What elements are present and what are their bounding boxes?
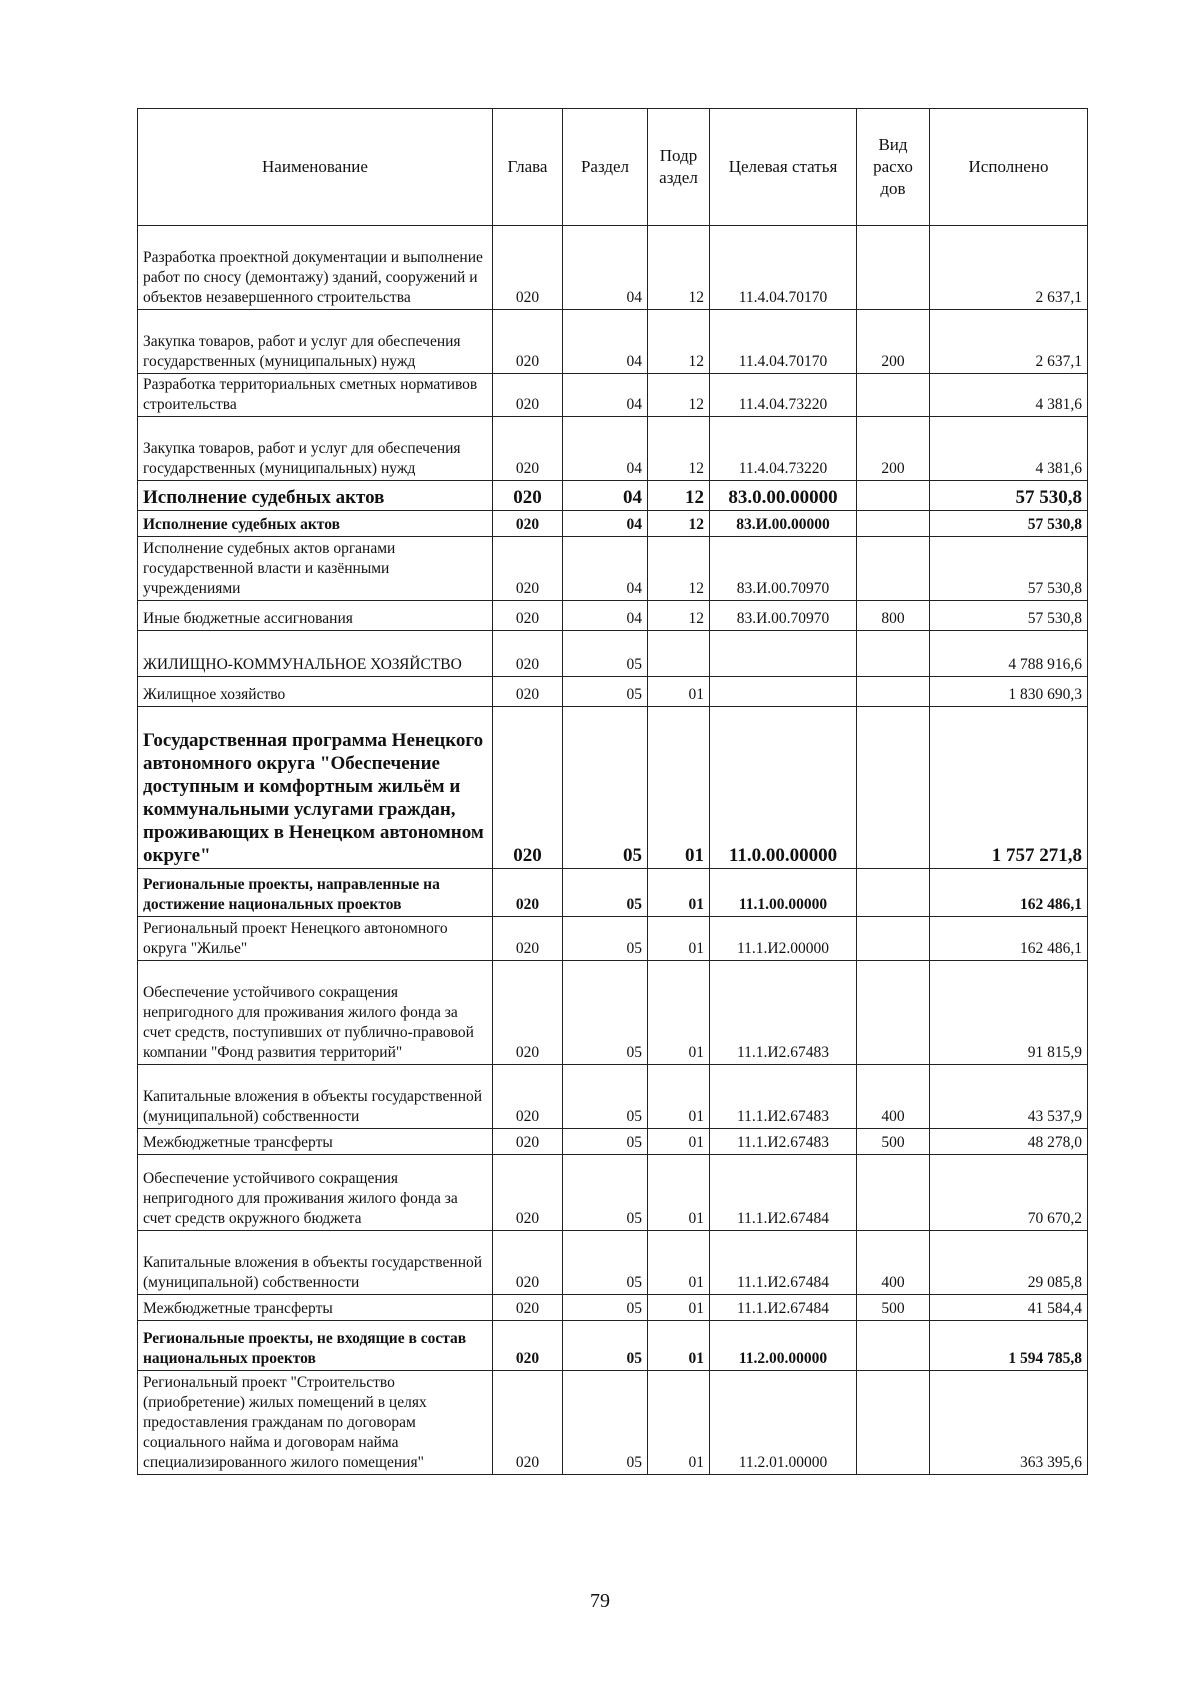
cell-name: Региональный проект "Строительство (приобретение) жилых помещений в целях предоставления гражданам по договорам социального найма и договорам найма специализированного жилого помещения" [138, 1371, 493, 1475]
table-row [138, 631, 1088, 677]
cell-glava: 020 [493, 1321, 563, 1371]
cell-podrazdel: 12 [648, 310, 710, 374]
cell-name: Региональный проект Ненецкого автономного округа "Жилье" [138, 917, 493, 961]
table-row [138, 1321, 1088, 1371]
cell-glava: 020 [493, 481, 563, 511]
cell-amount: 48 278,0 [930, 1129, 1088, 1155]
cell-statya: 11.1.И2.67483 [710, 1129, 857, 1155]
table-row [138, 677, 1088, 707]
cell-statya: 11.1.И2.67484 [710, 1231, 857, 1295]
cell-razdel: 04 [563, 310, 648, 374]
cell-razdel: 05 [563, 917, 648, 961]
cell-amount: 2 637,1 [930, 310, 1088, 374]
table-row [138, 917, 1088, 961]
header-name: Наименование [138, 109, 493, 226]
cell-podrazdel [648, 631, 710, 677]
cell-statya: 11.1.И2.67483 [710, 961, 857, 1065]
cell-podrazdel: 01 [648, 677, 710, 707]
header-razdel: Раздел [563, 109, 648, 226]
cell-name: Иные бюджетные ассигнования [138, 601, 493, 631]
cell-razdel: 04 [563, 481, 648, 511]
header-vid: Вид расхо дов [857, 109, 930, 226]
table-row [138, 481, 1088, 511]
cell-statya: 11.4.04.70170 [710, 226, 857, 310]
cell-vid: 400 [857, 1065, 930, 1129]
cell-name: Исполнение судебных актов [138, 481, 493, 511]
cell-name: Закупка товаров, работ и услуг для обеспечения государственных (муниципальных) нужд [138, 417, 493, 481]
cell-razdel: 05 [563, 1321, 648, 1371]
cell-amount: 70 670,2 [930, 1155, 1088, 1231]
cell-podrazdel: 12 [648, 226, 710, 310]
table-row [138, 417, 1088, 481]
cell-glava: 020 [493, 601, 563, 631]
cell-name: Исполнение судебных актов [138, 511, 493, 537]
cell-razdel: 04 [563, 537, 648, 601]
cell-name: Закупка товаров, работ и услуг для обеспечения государственных (муниципальных) нужд [138, 310, 493, 374]
cell-vid: 200 [857, 310, 930, 374]
cell-name: Межбюджетные трансферты [138, 1295, 493, 1321]
cell-name: Исполнение судебных актов органами государственной власти и казёнными учреждениями [138, 537, 493, 601]
cell-vid [857, 869, 930, 917]
cell-amount: 1 594 785,8 [930, 1321, 1088, 1371]
cell-name: Разработка территориальных сметных нормативов строительства [138, 374, 493, 417]
cell-statya: 11.1.И2.00000 [710, 917, 857, 961]
cell-name: Обеспечение устойчивого сокращения непригодного для проживания жилого фонда за счет средств, поступивших от публично-правовой компании "Фонд развития территорий" [138, 961, 493, 1065]
cell-glava: 020 [493, 1065, 563, 1129]
cell-glava: 020 [493, 537, 563, 601]
cell-amount: 41 584,4 [930, 1295, 1088, 1321]
cell-glava: 020 [493, 374, 563, 417]
table-row [138, 961, 1088, 1065]
cell-glava: 020 [493, 1155, 563, 1231]
table-row [138, 1295, 1088, 1321]
cell-statya: 11.1.И2.67483 [710, 1065, 857, 1129]
cell-razdel: 05 [563, 631, 648, 677]
cell-razdel: 05 [563, 1129, 648, 1155]
cell-vid: 500 [857, 1129, 930, 1155]
cell-razdel: 05 [563, 1155, 648, 1231]
cell-glava: 020 [493, 1295, 563, 1321]
cell-vid [857, 1371, 930, 1475]
cell-glava: 020 [493, 1231, 563, 1295]
cell-amount: 1 757 271,8 [930, 707, 1088, 869]
cell-podrazdel: 12 [648, 417, 710, 481]
cell-vid [857, 917, 930, 961]
cell-vid [857, 677, 930, 707]
cell-glava: 020 [493, 917, 563, 961]
cell-podrazdel: 01 [648, 1295, 710, 1321]
cell-razdel: 05 [563, 869, 648, 917]
cell-razdel: 05 [563, 677, 648, 707]
cell-glava: 020 [493, 511, 563, 537]
cell-vid [857, 1155, 930, 1231]
cell-statya: 11.1.00.00000 [710, 869, 857, 917]
cell-podrazdel: 01 [648, 1231, 710, 1295]
cell-vid [857, 374, 930, 417]
page-number: 79 [590, 1590, 610, 1612]
table-row [138, 601, 1088, 631]
cell-vid [857, 537, 930, 601]
cell-podrazdel: 12 [648, 537, 710, 601]
table-row [138, 511, 1088, 537]
cell-razdel: 05 [563, 1065, 648, 1129]
cell-glava: 020 [493, 1371, 563, 1475]
cell-podrazdel: 12 [648, 374, 710, 417]
cell-podrazdel: 12 [648, 481, 710, 511]
table-header-row [138, 109, 1088, 226]
cell-razdel: 04 [563, 417, 648, 481]
cell-vid: 500 [857, 1295, 930, 1321]
table-row [138, 537, 1088, 601]
table-body [138, 226, 1088, 1475]
cell-razdel: 05 [563, 1231, 648, 1295]
cell-statya: 11.4.04.73220 [710, 417, 857, 481]
table-row [138, 1129, 1088, 1155]
cell-statya: 83.И.00.70970 [710, 601, 857, 631]
header-podrazdel: Подр аздел [648, 109, 710, 226]
cell-statya: 11.2.00.00000 [710, 1321, 857, 1371]
cell-podrazdel: 01 [648, 707, 710, 869]
cell-vid [857, 481, 930, 511]
cell-razdel: 04 [563, 511, 648, 537]
cell-podrazdel: 01 [648, 1371, 710, 1475]
header-glava: Глава [493, 109, 563, 226]
cell-amount: 162 486,1 [930, 917, 1088, 961]
cell-statya [710, 631, 857, 677]
cell-podrazdel: 01 [648, 869, 710, 917]
cell-glava: 020 [493, 707, 563, 869]
cell-podrazdel: 01 [648, 961, 710, 1065]
cell-statya: 11.2.01.00000 [710, 1371, 857, 1475]
cell-glava: 020 [493, 677, 563, 707]
cell-statya: 11.1.И2.67484 [710, 1155, 857, 1231]
cell-amount: 57 530,8 [930, 511, 1088, 537]
cell-vid: 800 [857, 601, 930, 631]
cell-glava: 020 [493, 869, 563, 917]
cell-podrazdel: 01 [648, 1155, 710, 1231]
cell-amount: 57 530,8 [930, 601, 1088, 631]
cell-statya: 11.0.00.00000 [710, 707, 857, 869]
table-row [138, 707, 1088, 869]
cell-statya: 83.И.00.00000 [710, 511, 857, 537]
table-row [138, 310, 1088, 374]
cell-amount: 4 788 916,6 [930, 631, 1088, 677]
cell-statya [710, 677, 857, 707]
cell-glava: 020 [493, 226, 563, 310]
cell-razdel: 05 [563, 1295, 648, 1321]
table-row [138, 1065, 1088, 1129]
cell-amount: 4 381,6 [930, 417, 1088, 481]
table-row [138, 226, 1088, 310]
cell-name: ЖИЛИЩНО-КОММУНАЛЬНОЕ ХОЗЯЙСТВО [138, 631, 493, 677]
cell-vid [857, 511, 930, 537]
cell-vid [857, 1321, 930, 1371]
cell-vid: 200 [857, 417, 930, 481]
budget-execution-table [137, 108, 1088, 1475]
cell-statya: 11.4.04.70170 [710, 310, 857, 374]
cell-vid [857, 226, 930, 310]
cell-podrazdel: 01 [648, 1129, 710, 1155]
table-row [138, 374, 1088, 417]
cell-podrazdel: 12 [648, 511, 710, 537]
cell-name: Региональные проекты, не входящие в состав национальных проектов [138, 1321, 493, 1371]
cell-vid: 400 [857, 1231, 930, 1295]
table-row [138, 1231, 1088, 1295]
cell-glava: 020 [493, 417, 563, 481]
cell-razdel: 04 [563, 226, 648, 310]
cell-razdel: 04 [563, 601, 648, 631]
cell-razdel: 04 [563, 374, 648, 417]
cell-vid [857, 707, 930, 869]
cell-name: Разработка проектной документации и выполнение работ по сносу (демонтажу) зданий, сооружений и объектов незавершенного строительства [138, 226, 493, 310]
cell-amount: 2 637,1 [930, 226, 1088, 310]
cell-amount: 57 530,8 [930, 481, 1088, 511]
header-amount: Исполнено [930, 109, 1088, 226]
cell-podrazdel: 01 [648, 1321, 710, 1371]
cell-glava: 020 [493, 310, 563, 374]
cell-name: Жилищное хозяйство [138, 677, 493, 707]
cell-podrazdel: 01 [648, 917, 710, 961]
cell-amount: 4 381,6 [930, 374, 1088, 417]
cell-name: Обеспечение устойчивого сокращения непригодного для проживания жилого фонда за счет средств окружного бюджета [138, 1155, 493, 1231]
cell-amount: 1 830 690,3 [930, 677, 1088, 707]
cell-statya: 11.4.04.73220 [710, 374, 857, 417]
cell-amount: 57 530,8 [930, 537, 1088, 601]
cell-amount: 43 537,9 [930, 1065, 1088, 1129]
cell-amount: 162 486,1 [930, 869, 1088, 917]
cell-razdel: 05 [563, 1371, 648, 1475]
cell-amount: 91 815,9 [930, 961, 1088, 1065]
header-statya: Целевая статья [710, 109, 857, 226]
cell-razdel: 05 [563, 707, 648, 869]
table-row [138, 1155, 1088, 1231]
cell-vid [857, 961, 930, 1065]
cell-glava: 020 [493, 1129, 563, 1155]
cell-razdel: 05 [563, 961, 648, 1065]
cell-statya: 83.0.00.00000 [710, 481, 857, 511]
cell-glava: 020 [493, 961, 563, 1065]
cell-name: Капитальные вложения в объекты государственной (муниципальной) собственности [138, 1065, 493, 1129]
cell-vid [857, 631, 930, 677]
cell-podrazdel: 01 [648, 1065, 710, 1129]
cell-amount: 363 395,6 [930, 1371, 1088, 1475]
cell-name: Государственная программа Ненецкого автономного округа "Обеспечение доступным и комфортным жильём и коммунальными услугами граждан, проживающих в Ненецком автономном округе" [138, 707, 493, 869]
cell-name: Региональные проекты, направленные на достижение национальных проектов [138, 869, 493, 917]
cell-name: Капитальные вложения в объекты государственной (муниципальной) собственности [138, 1231, 493, 1295]
cell-name: Межбюджетные трансферты [138, 1129, 493, 1155]
cell-glava: 020 [493, 631, 563, 677]
cell-statya: 11.1.И2.67484 [710, 1295, 857, 1321]
table-row [138, 1371, 1088, 1475]
cell-podrazdel: 12 [648, 601, 710, 631]
cell-statya: 83.И.00.70970 [710, 537, 857, 601]
cell-amount: 29 085,8 [930, 1231, 1088, 1295]
table-row [138, 869, 1088, 917]
